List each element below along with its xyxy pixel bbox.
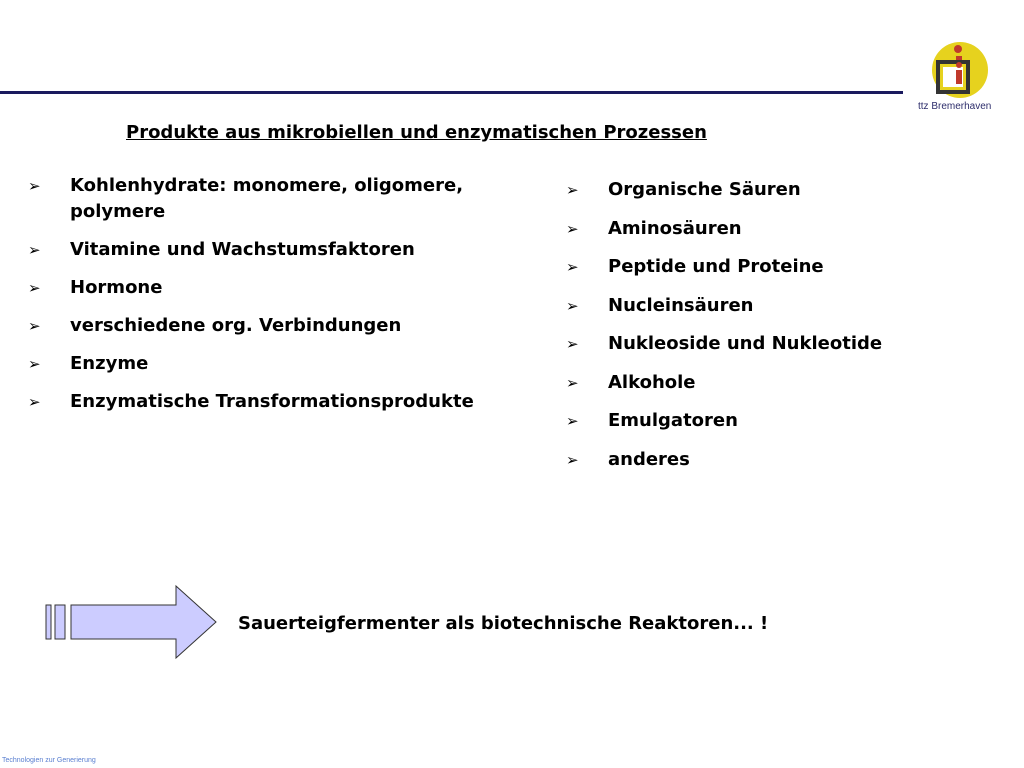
list-item-label: Emulgatoren: [608, 410, 738, 431]
list-item-label: Enzyme: [70, 353, 149, 374]
header-rule: [0, 91, 903, 94]
list-item: [28, 275, 508, 301]
list-item: [28, 351, 508, 377]
arrow-stripe-2: [55, 605, 65, 639]
arrow-bullet-icon: ➢: [566, 450, 579, 469]
arrow-stripe-1: [46, 605, 51, 639]
arrow-bullet-icon: ➢: [566, 181, 579, 199]
arrow-body: [71, 586, 216, 658]
list-item-label: Vitamine und Wachstumsfaktoren: [70, 239, 415, 260]
list-item-label: verschiedene org. Verbindungen: [70, 315, 402, 336]
logo-red-dot-2: [956, 62, 962, 68]
reactor-note: Sauerteigfermenter als biotechnische Reaktoren... !: [238, 613, 769, 634]
list-item-label: Hormone: [70, 277, 163, 298]
list-item-label: Organische Säuren: [608, 179, 801, 200]
arrow-bullet-icon: ➢: [566, 412, 579, 430]
list-item: [566, 254, 986, 280]
list-item: [566, 408, 986, 434]
left-product-list: [28, 173, 508, 427]
list-item-label: Aminosäuren: [608, 217, 742, 239]
logo-red-bar-2: [956, 70, 962, 84]
striped-right-arrow-icon: [44, 584, 219, 660]
list-item: [566, 293, 986, 319]
page-heading: Produkte aus mikrobiellen und enzymatischen Prozessen: [126, 122, 707, 143]
list-item: [566, 370, 986, 396]
arrow-bullet-icon: ➢: [28, 317, 41, 335]
list-item-label: Alkohole: [608, 371, 696, 393]
arrow-bullet-icon: ➢: [566, 335, 579, 353]
list-item: [566, 331, 986, 357]
arrow-bullet-icon: ➢: [28, 279, 41, 297]
logo-red-bar: [956, 56, 962, 60]
list-item: [566, 216, 986, 242]
list-item-label: Peptide und Proteine: [608, 256, 824, 277]
list-item-label: Enzymatische Transformationsprodukte: [70, 391, 474, 412]
list-item: [28, 237, 508, 263]
list-item-label: anderes: [608, 448, 690, 470]
list-item-label: Kohlenhydrate: monomere, oligomere, polymere: [70, 175, 464, 222]
list-item: [566, 447, 986, 473]
logo-red-dot-1: [954, 45, 962, 53]
arrow-bullet-icon: ➢: [28, 393, 41, 411]
list-item-label: Nucleinsäuren: [608, 294, 754, 316]
arrow-bullet-icon: ➢: [566, 373, 579, 392]
arrow-bullet-icon: ➢: [28, 177, 41, 195]
list-item: [28, 389, 508, 415]
list-item-label: Nukleoside und Nukleotide: [608, 333, 883, 354]
arrow-bullet-icon: ➢: [566, 258, 579, 276]
list-item: [28, 313, 508, 339]
list-item: [28, 173, 508, 225]
footer-text: Technologien zur Generierung: [2, 757, 96, 764]
arrow-bullet-icon: ➢: [28, 241, 41, 259]
logo-caption: ttz Bremerhaven: [918, 101, 992, 112]
arrow-bullet-icon: ➢: [566, 296, 579, 315]
right-product-list: [566, 177, 986, 485]
list-item: [566, 177, 986, 203]
arrow-bullet-icon: ➢: [566, 219, 579, 238]
arrow-bullet-icon: ➢: [28, 355, 41, 373]
